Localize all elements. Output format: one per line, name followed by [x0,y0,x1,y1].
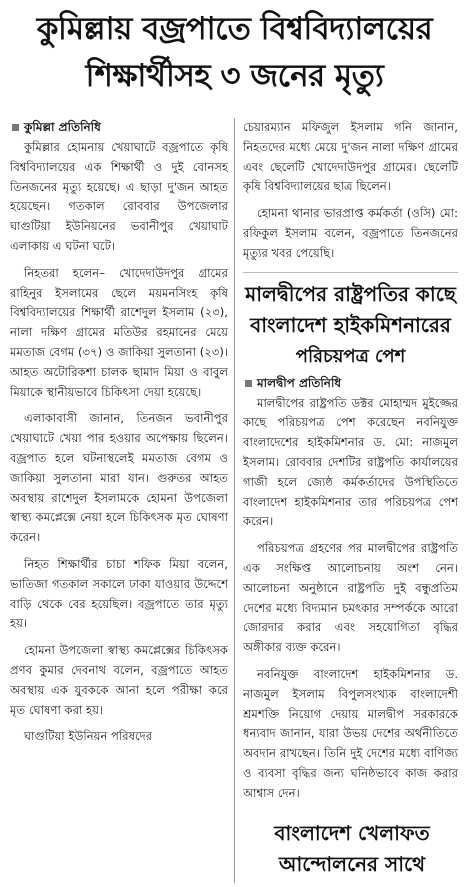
main-headline [6,6,463,100]
story2-headline-line1: মালদ্বীপের রাষ্ট্রপতির কাছে [245,281,456,306]
square-bullet-icon [245,380,252,387]
story2-paragraph-1: মালদ্বীপের রাষ্ট্রপতি ডক্টর মোহাম্মদ মুইজ্জের কাছে পরিচয়পত্র পেশ করেছেন নবনিযুক্ত বাংলাদেশের হাইকমিশনার ড. মো: নাজমুল ইসলাম। রোববার দেশটির রাষ্ট্রপতি কার্যালয়ের গাজী হলে জ্যেষ্ঠ কর্মকর্তাদের উপস্থিতিতে বাংলাদেশ হাইকমিশনার তার পরিচয়পত্র পেশ করেন। [243,395,458,529]
story1-paragraph-4: নিহত শিক্ষার্থীর চাচা শফিক মিয়া বলেন, ভাতিজা গতকাল সকালে ঢাকা যাওয়ার উদ্দেশে বাড়ি থেকে বের হয়েছিল। বজ্রপাতে তার মৃত্যু হয়। [10,556,228,631]
story2-headline-line2: বাংলাদেশ হাইকমিশনারের [250,312,451,337]
story2-headline-line3: পরিচয়পত্র পেশ [295,345,406,367]
story2-paragraph-3: নবনিযুক্ত বাংলাদেশ হাইকমিশনার ড. নাজমুল ইসলাম বিপুলসংখ্যক বাংলাদেশী শ্রমশক্তি নিয়োগ দেয়ায় মালদ্বীপ সরকারকে ধন্যবাদ জানান, যারা উভয় দেশের অর্থনীতিতে অবদান রাখছেন। তিনি দুই দেশের মধ্যে বাণিজ্য ও ব্যবসা বৃদ্ধির জন্য ঘনিষ্ঠভাবে কাজ করার আশ্বাস দেন। [243,666,458,800]
story1-paragraph-3: এলাকাবাসী জানান, তিনজন ভবানীপুর খেয়াঘাটে খেয়া পার হওয়ার অপেক্ষায় ছিলেন। বজ্রপাত হলে ঘটনাস্থলেই মমতাজ বেগম ও জাকিয়া সুলতানা মারা যান। গুরুতর আহত অবস্থায় রাশেদুল ইসলামকে হোমনা উপজেলা স্বাস্থ্য কমপ্লেক্সে নেয়া হলে চিকিৎসক মৃত ঘোষণা করেন। [10,411,228,545]
story1-byline [10,118,228,137]
story3-headline-line2: আন্দোলনের সাথে [278,852,426,876]
story1-paragraph-8: হোমনা থানার ভারপ্রাপ্ত কর্মকর্তা (ওসি) মো: রফিকুল ইসলাম বলেন, বজ্রপাতে তিনজনের মৃত্যুর খবর পেয়েছি। [243,206,458,260]
story2-headline [243,272,458,372]
story2-byline-text: মালদ্বীপ প্রতিনিধি [257,375,342,390]
story1-paragraph-5: হোমনা উপজেলা স্বাস্থ্য কমপ্লেক্সের চিকিৎসক প্রণব কুমার দেবনাথ বলেন, বজ্রপাতে আহত অবস্থায় এক যুবককে আনা হলে পরীক্ষা করে মৃত ঘোষণা করা হয়। [10,643,228,717]
main-headline-line2: শিক্ষার্থীসহ ৩ জনের মৃত্যু [85,58,384,94]
story1-paragraph-7: চেয়ারম্যান মফিজুল ইসলাম গনি জানান, নিহতদের মধ্যে মেয়ে দু'জন নালা দক্ষিণ গ্রামের এবং ছেলেটি খোদেদাউদপুর গ্রামের। ছেলেটি কৃষি বিশ্ববিদ্যালয়ের ছাত্র ছিলেন। [243,120,458,194]
story1-paragraph-6: ঘাগুটিয়া ইউনিয়ন পরিষদের [24,729,153,744]
story1-paragraph-2: নিহতরা হলেন– খোদেদাউদপুর গ্রামের রাহিনুর ইসলামের ছেলে ময়মনসিংহ কৃষি বিশ্ববিদ্যালয়ের শিক্ষার্থী রাশেদুল ইসলাম (২৩), নালা দক্ষিণ গ্রামের মতিউর রহমানের মেয়ে মমতাজ বেগম (৩৭) ও জাকিয়া সুলতানা (২৩)। আহত অটোরিকশা চালক ছামাদ মিয়া ও বাবুল মিয়াকে স্থানীয়ভাবে চিকিৎসা দেয়া হয়েছে। [10,265,228,399]
column-divider [234,118,235,883]
story1-paragraph-1: কুমিল্লার হোমনায় খেয়াঘাটে বজ্রপাতে কৃষি বিশ্ববিদ্যালয়ের এক শিক্ষার্থী ও দুই বোনসহ তিনজনের মৃত্যু হয়েছে। এ ছাড়া দু'জন আহত হয়েছেন। গতকাল রোববার উপজেলার ঘাগুটিয়া ইউনিয়নের ভবানীপুর খেয়াঘাট এলাকায় এ ঘটনা ঘটে। [10,140,228,253]
story1-column-left [10,118,228,887]
story2-byline [243,374,458,393]
story3-headline [243,818,461,880]
square-bullet-icon [12,124,19,131]
main-headline-line1: কুমিল্লায় বজ্রপাতে বিশ্ববিদ্যালয়ের [36,11,433,47]
story2-paragraph-2: পরিচয়পত্র গ্রহণের পর মালদ্বীপের রাষ্ট্রপতি এক সংক্ষিপ্ত আলোচনায় অংশ নেন। আলোচনা অনুষ্ঠানে রাষ্ট্রপতি দুই বন্ধুপ্রতিম দেশের মধ্যে বিদ্যমান চমৎকার সম্পর্ককে আরো জোরদার করার এবং সহযোগিতা বৃদ্ধির অঙ্গীকার ব্যক্ত করেন। [243,541,458,655]
story1-byline-text: কুমিল্লা প্রতিনিধি [24,120,101,134]
story3-headline-line1: বাংলাদেশ খেলাফত [274,821,430,845]
story1-column-right [243,118,458,887]
